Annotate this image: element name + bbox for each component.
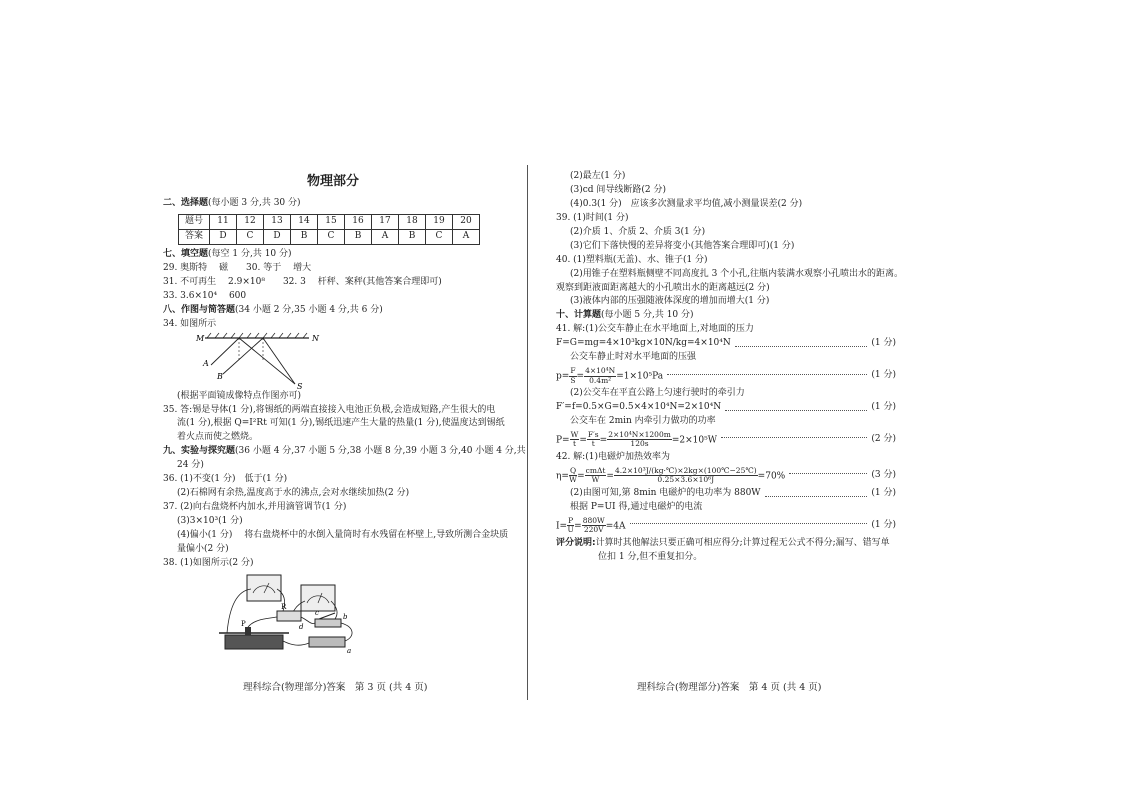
table-header-cell: 14 — [291, 214, 318, 229]
table-answer-cell: C — [426, 229, 453, 244]
answer-42-current: I= $\frac{P}{U}$ = $\frac{880W}{220V}$ =4A (1 分) — [556, 516, 896, 535]
answer-42-intro: 42. 解:(1)电磁炉加热效率为 — [556, 451, 670, 462]
answer-39-2: (2)介质 1、介质 2、介质 3(1 分) — [570, 226, 706, 237]
answer-39-3: (3)它们下落快慢的差异将变小(其他答案合理即可)(1 分) — [570, 240, 795, 251]
table-answer-cell: A — [453, 229, 480, 244]
label-N: N — [312, 333, 319, 343]
label-b: b — [343, 612, 348, 621]
label-M: M — [196, 333, 205, 343]
section-experiment-note: 24 分) — [177, 460, 204, 471]
answer-41-force: F=G=mg=4×10³kg×10N/kg=4×10⁴N (1 分) — [556, 338, 896, 349]
table-header-cell: 13 — [264, 214, 291, 229]
answer-38-4: (4)0.3(1 分) 应该多次测量求平均值,减小测量误差(2 分) — [570, 198, 803, 209]
column-divider — [527, 165, 528, 700]
table-answer-cell: A — [372, 229, 399, 244]
table-header-cell: 19 — [426, 214, 453, 229]
table-answer-cell: B — [291, 229, 318, 244]
answer-35-b: 流(1 分),根据 Q=I²Rt 可知(1 分),锡纸迅速产生大量的热量(1 分),使温度达到锡纸 — [177, 418, 505, 429]
answer-38-3: (3)cd 间导线断路(2 分) — [570, 184, 667, 195]
table-answer-cell: D — [210, 229, 237, 244]
answer-31-32: 31. 不可再生 2.9×10⁸ 32. 3 杆秤、案秤(其他答案合理即可) — [163, 276, 442, 287]
answer-41-pressure-label: 公交车静止时对水平地面的压强 — [570, 352, 697, 363]
answer-41-pressure: p= $\frac{F}{S}$ = $\frac{\text{4×10⁴N}}{\text{0.4m²}}$ =1×10⁵Pa (1 分) — [556, 366, 896, 385]
answer-table-header-row — [179, 214, 480, 229]
answer-40-2: (2)用锥子在塑料瓶侧壁不同高度扎 3 个小孔,往瓶内装满水观察小孔喷出水的距离。 — [570, 268, 904, 279]
answer-40-2b: 观察到距液面距离越大的小孔喷出水的距离越远(2 分) — [556, 282, 770, 293]
label-P: P — [241, 619, 246, 628]
label-B: B — [217, 371, 223, 381]
answer-41-power: P= $\frac{W}{t}$ = $\frac{F's}{t}$ = $\frac{\text{2×10⁴N×1200m}}{120s}$ =2×10⁵W (2 分) — [556, 430, 896, 449]
left-column — [163, 197, 526, 657]
answer-40-3: (3)液体内部的压强随液体深度的增加而增大(1 分) — [570, 296, 770, 307]
label-R: R — [281, 602, 287, 611]
scoring-note-b: 位扣 1 分,但不重复扣分。 — [598, 551, 703, 562]
table-header-cell: 题号 — [179, 214, 210, 229]
table-answer-cell: C — [318, 229, 345, 244]
footer-page-4: 理科综合(物理部分)答案 第 4 页 (共 4 页) — [637, 682, 822, 693]
answer-36-b: (2)石棉网有余热,温度高于水的沸点,会对水继续加热(2 分) — [177, 488, 410, 499]
table-answer-cell: 答案 — [179, 229, 210, 244]
answer-37-b: (3)3×10³(1 分) — [177, 516, 243, 526]
label-d: d — [299, 622, 304, 631]
section-calc: 十、计算题(每小题 5 分,共 10 分) — [556, 310, 694, 321]
section-drawing: 八、作图与简答题(34 小题 2 分,35 小题 4 分,共 6 分) — [163, 304, 383, 315]
answer-37-c: (4)偏小(1 分) 将右盘烧杯中的水倒入量筒时有水残留在杯壁上,导致所测合金块质 — [177, 529, 509, 540]
section-choice: 二、选择题(每小题 3 分,共 30 分) — [163, 198, 301, 208]
answer-38-2: (2)最左(1 分) — [570, 171, 626, 181]
scoring-note: 评分说明:计算时其他解法只要正确可相应得分;计算过程无公式不得分;漏写、错写单 — [556, 537, 890, 548]
table-answer-cell: C — [237, 229, 264, 244]
answer-42-power: (2)由图可知,第 8min 电磁炉的电功率为 880W (1 分) — [570, 487, 896, 498]
answer-35-c: 着火点而使之燃烧。 — [177, 432, 259, 443]
answer-37-a: 37. (2)向右盘烧杯内加水,并用滴管调节(1 分) — [163, 502, 347, 513]
table-header-cell: 20 — [453, 214, 480, 229]
answer-41-traction: F′=f=0.5×G=0.5×4×10⁴N=2×10⁴N (1 分) — [556, 402, 896, 413]
table-header-cell: 15 — [318, 214, 345, 229]
answer-40-1: 40. (1)塑料瓶(无盖)、水、锥子(1 分) — [556, 254, 708, 265]
answer-29-30: 29. 奥斯特 磁 30. 等于 增大 — [163, 262, 312, 273]
answer-table — [178, 214, 480, 245]
answer-37-d: 量偏小(2 分) — [177, 543, 229, 554]
answer-35-a: 35. 答:锡是导体(1 分),将锡纸的两端直接接入电池正负极,会造成短路,产生很大的电 — [163, 404, 496, 415]
table-header-cell: 11 — [210, 214, 237, 229]
answer-33: 33. 3.6×10⁴ 600 — [163, 290, 247, 301]
answer-36-a: 36. (1)不变(1 分) 低于(1 分) — [163, 474, 288, 485]
answer-42-current-label: 根据 P=UI 得,通过电磁炉的电流 — [570, 501, 703, 512]
label-A: A — [203, 358, 209, 368]
circuit-figure — [215, 571, 375, 657]
footer-page-3: 理科综合(物理部分)答案 第 3 页 (共 4 页) — [243, 682, 428, 693]
answer-41-traction-label: (2)公交车在平直公路上匀速行驶时的牵引力 — [570, 388, 745, 399]
table-header-cell: 17 — [372, 214, 399, 229]
answer-table-answer-row — [179, 229, 480, 244]
mirror-reflection-figure — [183, 332, 383, 390]
answer-34-note: (根据平面镜成像特点作图亦可) — [177, 390, 302, 401]
right-column — [556, 170, 904, 565]
page-title: 物理部分 — [306, 174, 359, 189]
answer-34: 34. 如图所示 — [163, 318, 217, 329]
answer-41-power-label: 公交车在 2min 内牵引力做功的功率 — [570, 416, 716, 426]
table-answer-cell: D — [264, 229, 291, 244]
table-header-cell: 18 — [399, 214, 426, 229]
answer-38: 38. (1)如图所示(2 分) — [163, 557, 254, 568]
table-answer-cell: B — [345, 229, 372, 244]
label-c: c — [315, 608, 319, 617]
label-a: a — [347, 646, 352, 655]
table-header-cell: 12 — [237, 214, 264, 229]
answer-39-1: 39. (1)时间(1 分) — [556, 212, 629, 223]
answer-42-efficiency: η= $\frac{Q}{W}$ = $\frac{\text{cmΔt}}{W}$ = $\frac{\text{4.2×10³J/(kg·℃)×2kg×(100℃−25℃)}}{\text{0.25×3.6×10⁶J}}$ =70% (3 分) — [556, 466, 896, 485]
table-header-cell: 16 — [345, 214, 372, 229]
section-fill: 七、填空题(每空 1 分,共 10 分) — [163, 248, 292, 259]
answer-41-intro: 41. 解:(1)公交车静止在水平地面上,对地面的压力 — [556, 324, 754, 335]
section-experiment: 九、实验与探究题(36 小题 4 分,37 小题 5 分,38 小题 8 分,39 小题 3 分,40 小题 4 分,共 — [163, 446, 526, 457]
label-S: S — [297, 381, 303, 390]
table-answer-cell: B — [399, 229, 426, 244]
